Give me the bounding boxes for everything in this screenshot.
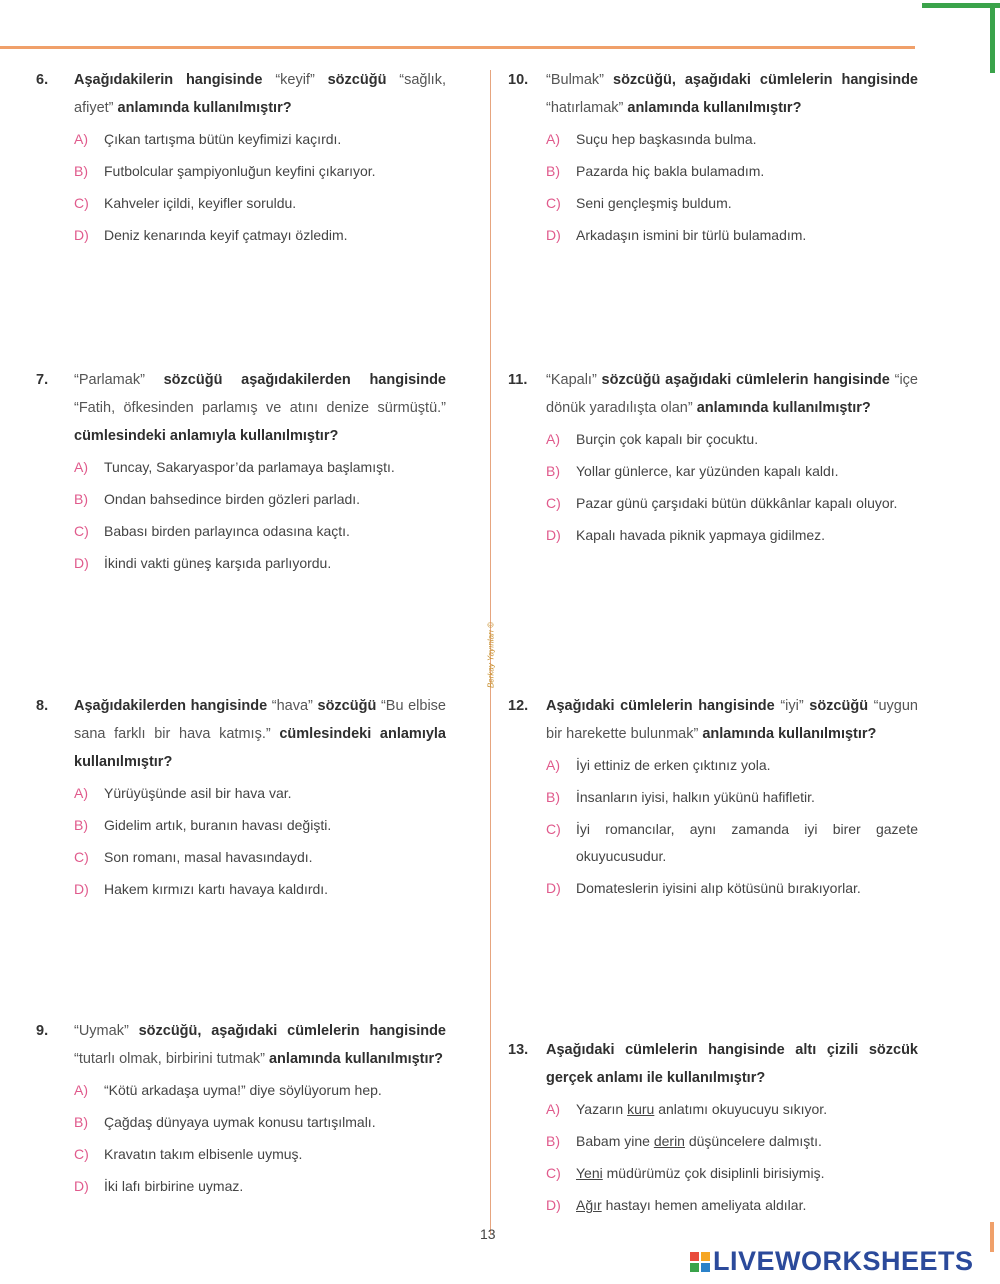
option-letter: C) xyxy=(546,1165,561,1181)
option-text-segment: müdürümüz çok disiplinli birisiymiş. xyxy=(602,1165,825,1181)
answer-option-c[interactable] xyxy=(74,1141,446,1168)
stem-segment: sözcüğü, aşağıdaki cümlelerin hangisinde xyxy=(604,72,918,88)
option-letter: C) xyxy=(74,849,89,865)
option-letter: D) xyxy=(74,881,89,897)
stem-segment: anlamında kullanılmıştır? xyxy=(623,100,802,116)
stem-segment: Aşağıdakilerin hangisinde xyxy=(74,72,276,88)
question-7 xyxy=(36,366,446,582)
option-letter: A) xyxy=(74,131,88,147)
question-10 xyxy=(508,66,918,254)
question-text xyxy=(74,66,446,122)
logo-square xyxy=(690,1252,699,1261)
option-text xyxy=(104,550,446,577)
answer-options xyxy=(546,126,918,249)
stem-segment: “tutarlı olmak, birbirini tutmak” xyxy=(74,1051,265,1067)
stem-segment: “Bu elbise sana farklı bir hava katmış.” xyxy=(74,698,447,742)
option-text xyxy=(576,126,918,153)
answer-option-a[interactable] xyxy=(546,1096,918,1123)
question-number: 6. xyxy=(36,72,49,88)
question-number: 7. xyxy=(36,372,49,388)
answer-options xyxy=(74,780,446,903)
option-text xyxy=(576,816,918,870)
logo-square xyxy=(701,1263,710,1272)
question-stem xyxy=(36,66,446,122)
question-11 xyxy=(508,366,918,554)
answer-options xyxy=(74,126,446,249)
stem-segment: “Bulmak” xyxy=(546,72,605,88)
option-text-segment: “Kötü arkadaşa uyma!” diye söylüyorum hep. xyxy=(104,1082,382,1098)
option-text xyxy=(576,752,918,779)
question-text xyxy=(74,366,446,450)
option-text xyxy=(104,780,446,807)
option-text xyxy=(104,190,446,217)
option-text xyxy=(576,1128,918,1155)
option-text xyxy=(104,812,446,839)
option-text-segment: Tuncay, Sakaryaspor’da parlamaya başlamıştı. xyxy=(104,459,395,475)
option-letter: C) xyxy=(74,523,89,539)
option-text xyxy=(104,844,446,871)
answer-option-b[interactable] xyxy=(74,486,446,513)
question-6 xyxy=(36,66,446,254)
stem-segment: “Uymak” xyxy=(74,1023,129,1039)
stem-segment: “keyif” xyxy=(275,72,315,88)
answer-option-b[interactable] xyxy=(546,458,918,485)
option-letter: A) xyxy=(546,757,560,773)
answer-option-a[interactable] xyxy=(74,126,446,153)
option-letter: A) xyxy=(546,431,560,447)
brand-logo-icon xyxy=(690,1252,710,1272)
option-text-segment: Kravatın takım elbisenle uymuş. xyxy=(104,1146,303,1162)
option-text-segment: Babası birden parlayınca odasına kaçtı. xyxy=(104,523,350,539)
stem-segment: anlamında kullanılmıştır? xyxy=(113,100,292,116)
option-text xyxy=(104,1141,446,1168)
answer-option-b[interactable] xyxy=(546,158,918,185)
option-text-segment: İnsanların iyisi, halkın yükünü hafifletir. xyxy=(576,789,815,805)
option-letter: B) xyxy=(546,463,560,479)
stem-segment: “iyi” xyxy=(780,698,804,714)
option-letter: C) xyxy=(546,821,561,837)
answer-option-b[interactable] xyxy=(74,812,446,839)
stem-segment: “içe dönük yaradılışta olan” xyxy=(546,372,918,416)
option-letter: D) xyxy=(74,555,89,571)
option-letter: D) xyxy=(546,227,561,243)
question-number: 12. xyxy=(508,698,529,714)
page-number: 13 xyxy=(480,1226,496,1242)
answer-option-a[interactable] xyxy=(74,454,446,481)
option-text-segment: Yürüyüşünde asil bir hava var. xyxy=(104,785,292,801)
logo-square xyxy=(701,1252,710,1261)
option-text-segment: Kahveler içildi, keyifler soruldu. xyxy=(104,195,297,211)
option-text-segment: Pazarda hiç bakla bulamadım. xyxy=(576,163,765,179)
stem-segment: sözcüğü, aşağıdaki cümlelerin hangisinde xyxy=(128,1023,446,1039)
stem-segment: anlamında kullanılmıştır? xyxy=(698,726,877,742)
option-text-segment: anlatımı okuyucuyu sıkıyor. xyxy=(654,1101,828,1117)
option-letter: A) xyxy=(74,459,88,475)
brand-name: LIVEWORKSHEETS xyxy=(713,1246,974,1276)
option-text xyxy=(104,454,446,481)
publisher-mark xyxy=(481,595,501,715)
question-9 xyxy=(36,1017,446,1205)
option-letter: B) xyxy=(74,1114,88,1130)
logo-square xyxy=(690,1263,699,1272)
answer-option-a[interactable] xyxy=(546,752,918,779)
option-text xyxy=(576,490,918,517)
stem-segment: “sağlık, afiyet” xyxy=(74,72,446,116)
option-text-segment: Gidelim artık, buranın havası değişti. xyxy=(104,817,332,833)
question-text xyxy=(74,692,446,776)
option-letter: D) xyxy=(546,527,561,543)
option-letter: C) xyxy=(74,1146,89,1162)
answer-option-d[interactable] xyxy=(74,876,446,903)
option-letter: C) xyxy=(546,195,561,211)
stem-segment: “Kapalı” xyxy=(546,372,597,388)
question-number: 8. xyxy=(36,698,49,714)
answer-option-d[interactable] xyxy=(546,222,918,249)
stem-segment: sözcüğü xyxy=(314,72,400,88)
answer-options xyxy=(74,1077,446,1200)
option-letter: B) xyxy=(546,163,560,179)
option-letter: C) xyxy=(74,195,89,211)
answer-option-b[interactable] xyxy=(546,784,918,811)
answer-option-a[interactable] xyxy=(546,426,918,453)
answer-option-c[interactable] xyxy=(74,190,446,217)
stem-segment: sözcüğü aşağıdakilerden hangisinde xyxy=(144,372,446,388)
question-number: 13. xyxy=(508,1042,529,1058)
option-text xyxy=(576,458,918,485)
question-text xyxy=(546,1036,918,1092)
option-text xyxy=(104,158,446,185)
answer-option-d[interactable] xyxy=(74,550,446,577)
option-text-segment: İkindi vakti güneş karşıda parlıyordu. xyxy=(104,555,332,571)
option-text xyxy=(576,1192,918,1219)
underlined-word: Yeni xyxy=(576,1165,603,1181)
question-stem xyxy=(508,692,918,748)
answer-option-a[interactable] xyxy=(74,780,446,807)
question-text xyxy=(74,1017,446,1073)
option-text xyxy=(576,1160,918,1187)
option-text xyxy=(104,1109,446,1136)
brand-watermark xyxy=(690,1246,974,1277)
option-text xyxy=(576,190,918,217)
answer-option-d[interactable] xyxy=(546,1192,918,1219)
option-letter: A) xyxy=(74,1082,88,1098)
top-rule xyxy=(0,46,915,49)
answer-options xyxy=(546,426,918,549)
stem-segment: anlamında kullanılmıştır? xyxy=(264,1051,444,1067)
question-stem xyxy=(36,692,446,776)
stem-segment: sözcüğü aşağıdaki cümlelerin hangisinde xyxy=(596,372,895,388)
option-letter: D) xyxy=(74,1178,89,1194)
answer-option-b[interactable] xyxy=(74,158,446,185)
option-text-segment: Ondan bahsedince birden gözleri parladı. xyxy=(104,491,361,507)
stem-segment: cümlesindeki anlamıyla kullanılmıştır? xyxy=(74,428,339,444)
option-text-segment: Seni gençleşmiş buldum. xyxy=(576,195,732,211)
question-number: 9. xyxy=(36,1023,49,1039)
option-letter: C) xyxy=(546,495,561,511)
answer-option-a[interactable] xyxy=(546,126,918,153)
option-text xyxy=(104,486,446,513)
answer-options xyxy=(546,752,918,902)
stem-segment: “Fatih, öfkesinden parlamış ve atını denize sürmüştü.” xyxy=(74,400,446,416)
answer-option-a[interactable] xyxy=(74,1077,446,1104)
question-stem xyxy=(36,366,446,450)
stem-segment: Aşağıdaki cümlelerin hangisinde xyxy=(546,698,781,714)
question-12 xyxy=(508,692,918,907)
answer-option-d[interactable] xyxy=(546,875,918,902)
option-text-segment: Suçu hep başkasında bulma. xyxy=(576,131,757,147)
answer-option-d[interactable] xyxy=(74,1173,446,1200)
stem-segment: cümlesindeki anlamıyla kullanılmıştır? xyxy=(74,726,446,770)
underlined-word: derin xyxy=(653,1133,685,1149)
question-stem xyxy=(508,366,918,422)
question-text xyxy=(546,66,918,122)
option-text-segment: hastayı hemen ameliyata aldılar. xyxy=(601,1197,807,1213)
option-text-segment: Son romanı, masal havasındaydı. xyxy=(104,849,313,865)
question-number: 11. xyxy=(508,372,528,388)
stem-segment: Aşağıdakilerden hangisinde xyxy=(74,698,272,714)
option-text-segment: Yazarın xyxy=(576,1101,628,1117)
option-letter: D) xyxy=(546,880,561,896)
option-text xyxy=(576,522,918,549)
stem-segment: sözcüğü xyxy=(312,698,381,714)
option-text xyxy=(576,784,918,811)
question-stem xyxy=(508,1036,918,1092)
option-letter: A) xyxy=(546,1101,560,1117)
option-text-segment: Çıkan tartışma bütün keyfimizi kaçırdı. xyxy=(104,131,342,147)
option-text xyxy=(104,222,446,249)
answer-option-c[interactable] xyxy=(74,844,446,871)
bottom-tick xyxy=(990,1222,994,1252)
option-text-segment: İyi ettiniz de erken çıktınız yola. xyxy=(576,757,771,773)
option-letter: A) xyxy=(74,785,88,801)
stem-segment: anlamında kullanılmıştır? xyxy=(692,400,871,416)
option-text xyxy=(576,426,918,453)
option-text-segment: Futbolcular şampiyonluğun keyfini çıkarıyor. xyxy=(104,163,376,179)
answer-option-b[interactable] xyxy=(546,1128,918,1155)
stem-segment: “hatırlamak” xyxy=(546,100,624,116)
option-text-segment: Yollar günlerce, kar yüzünden kapalı kaldı. xyxy=(576,463,839,479)
option-text-segment: İki lafı birbirine uymaz. xyxy=(104,1178,244,1194)
option-letter: A) xyxy=(546,131,560,147)
option-text-segment: İyi romancılar, aynı zamanda iyi birer gazete okuyucusudur. xyxy=(576,821,918,864)
option-letter: B) xyxy=(74,817,88,833)
option-letter: B) xyxy=(74,163,88,179)
option-text xyxy=(104,126,446,153)
answer-option-c[interactable] xyxy=(74,518,446,545)
corner-mark xyxy=(990,3,995,73)
option-text xyxy=(576,222,918,249)
underlined-word: Ağır xyxy=(576,1197,602,1213)
question-text xyxy=(546,692,918,748)
option-text xyxy=(576,158,918,185)
option-text xyxy=(576,875,918,902)
option-text-segment: Babam yine xyxy=(576,1133,654,1149)
stem-segment: sözcüğü xyxy=(803,698,874,714)
option-text-segment: Deniz kenarında keyif çatmayı özledim. xyxy=(104,227,348,243)
stem-segment: “uygun bir harekette bulunmak” xyxy=(546,698,918,742)
option-text-segment: Çağdaş dünyaya uymak konusu tartışılmalı. xyxy=(104,1114,376,1130)
answer-option-b[interactable] xyxy=(74,1109,446,1136)
option-text-segment: düşüncelere dalmıştı. xyxy=(684,1133,822,1149)
question-13 xyxy=(508,1036,918,1224)
answer-options xyxy=(74,454,446,577)
option-text-segment: Pazar günü çarşıdaki bütün dükkânlar kapalı oluyor. xyxy=(576,495,898,511)
option-letter: B) xyxy=(74,491,88,507)
answer-option-c[interactable] xyxy=(546,816,918,870)
option-letter: D) xyxy=(546,1197,561,1213)
answer-option-c[interactable] xyxy=(546,490,918,517)
answer-option-d[interactable] xyxy=(546,522,918,549)
answer-option-c[interactable] xyxy=(546,1160,918,1187)
option-letter: B) xyxy=(546,1133,560,1149)
option-text xyxy=(104,1077,446,1104)
stem-segment: Aşağıdaki cümlelerin hangisinde altı çizili sözcük gerçek anlamı ile kullanılmıştır? xyxy=(546,1042,918,1086)
question-text xyxy=(546,366,918,422)
option-letter: B) xyxy=(546,789,560,805)
option-text xyxy=(104,1173,446,1200)
option-text-segment: Domateslerin iyisini alıp kötüsünü bırakıyorlar. xyxy=(576,880,861,896)
answer-options xyxy=(546,1096,918,1219)
stem-segment: “hava” xyxy=(271,698,313,714)
option-text-segment: Arkadaşın ismini bir türlü bulamadım. xyxy=(576,227,807,243)
option-text xyxy=(104,876,446,903)
question-8 xyxy=(36,692,446,908)
option-text-segment: Burçin çok kapalı bir çocuktu. xyxy=(576,431,759,447)
question-number: 10. xyxy=(508,72,529,88)
corner-mark xyxy=(922,3,1000,8)
option-text-segment: Hakem kırmızı kartı havaya kaldırdı. xyxy=(104,881,329,897)
option-text xyxy=(576,1096,918,1123)
option-text-segment: Kapalı havada piknik yapmaya gidilmez. xyxy=(576,527,826,543)
question-stem xyxy=(36,1017,446,1073)
option-text xyxy=(104,518,446,545)
question-stem xyxy=(508,66,918,122)
answer-option-c[interactable] xyxy=(546,190,918,217)
answer-option-d[interactable] xyxy=(74,222,446,249)
option-letter: D) xyxy=(74,227,89,243)
stem-segment: “Parlamak” xyxy=(74,372,145,388)
underlined-word: kuru xyxy=(627,1101,655,1117)
publisher-text: Berkay Yayınları © xyxy=(486,621,496,689)
